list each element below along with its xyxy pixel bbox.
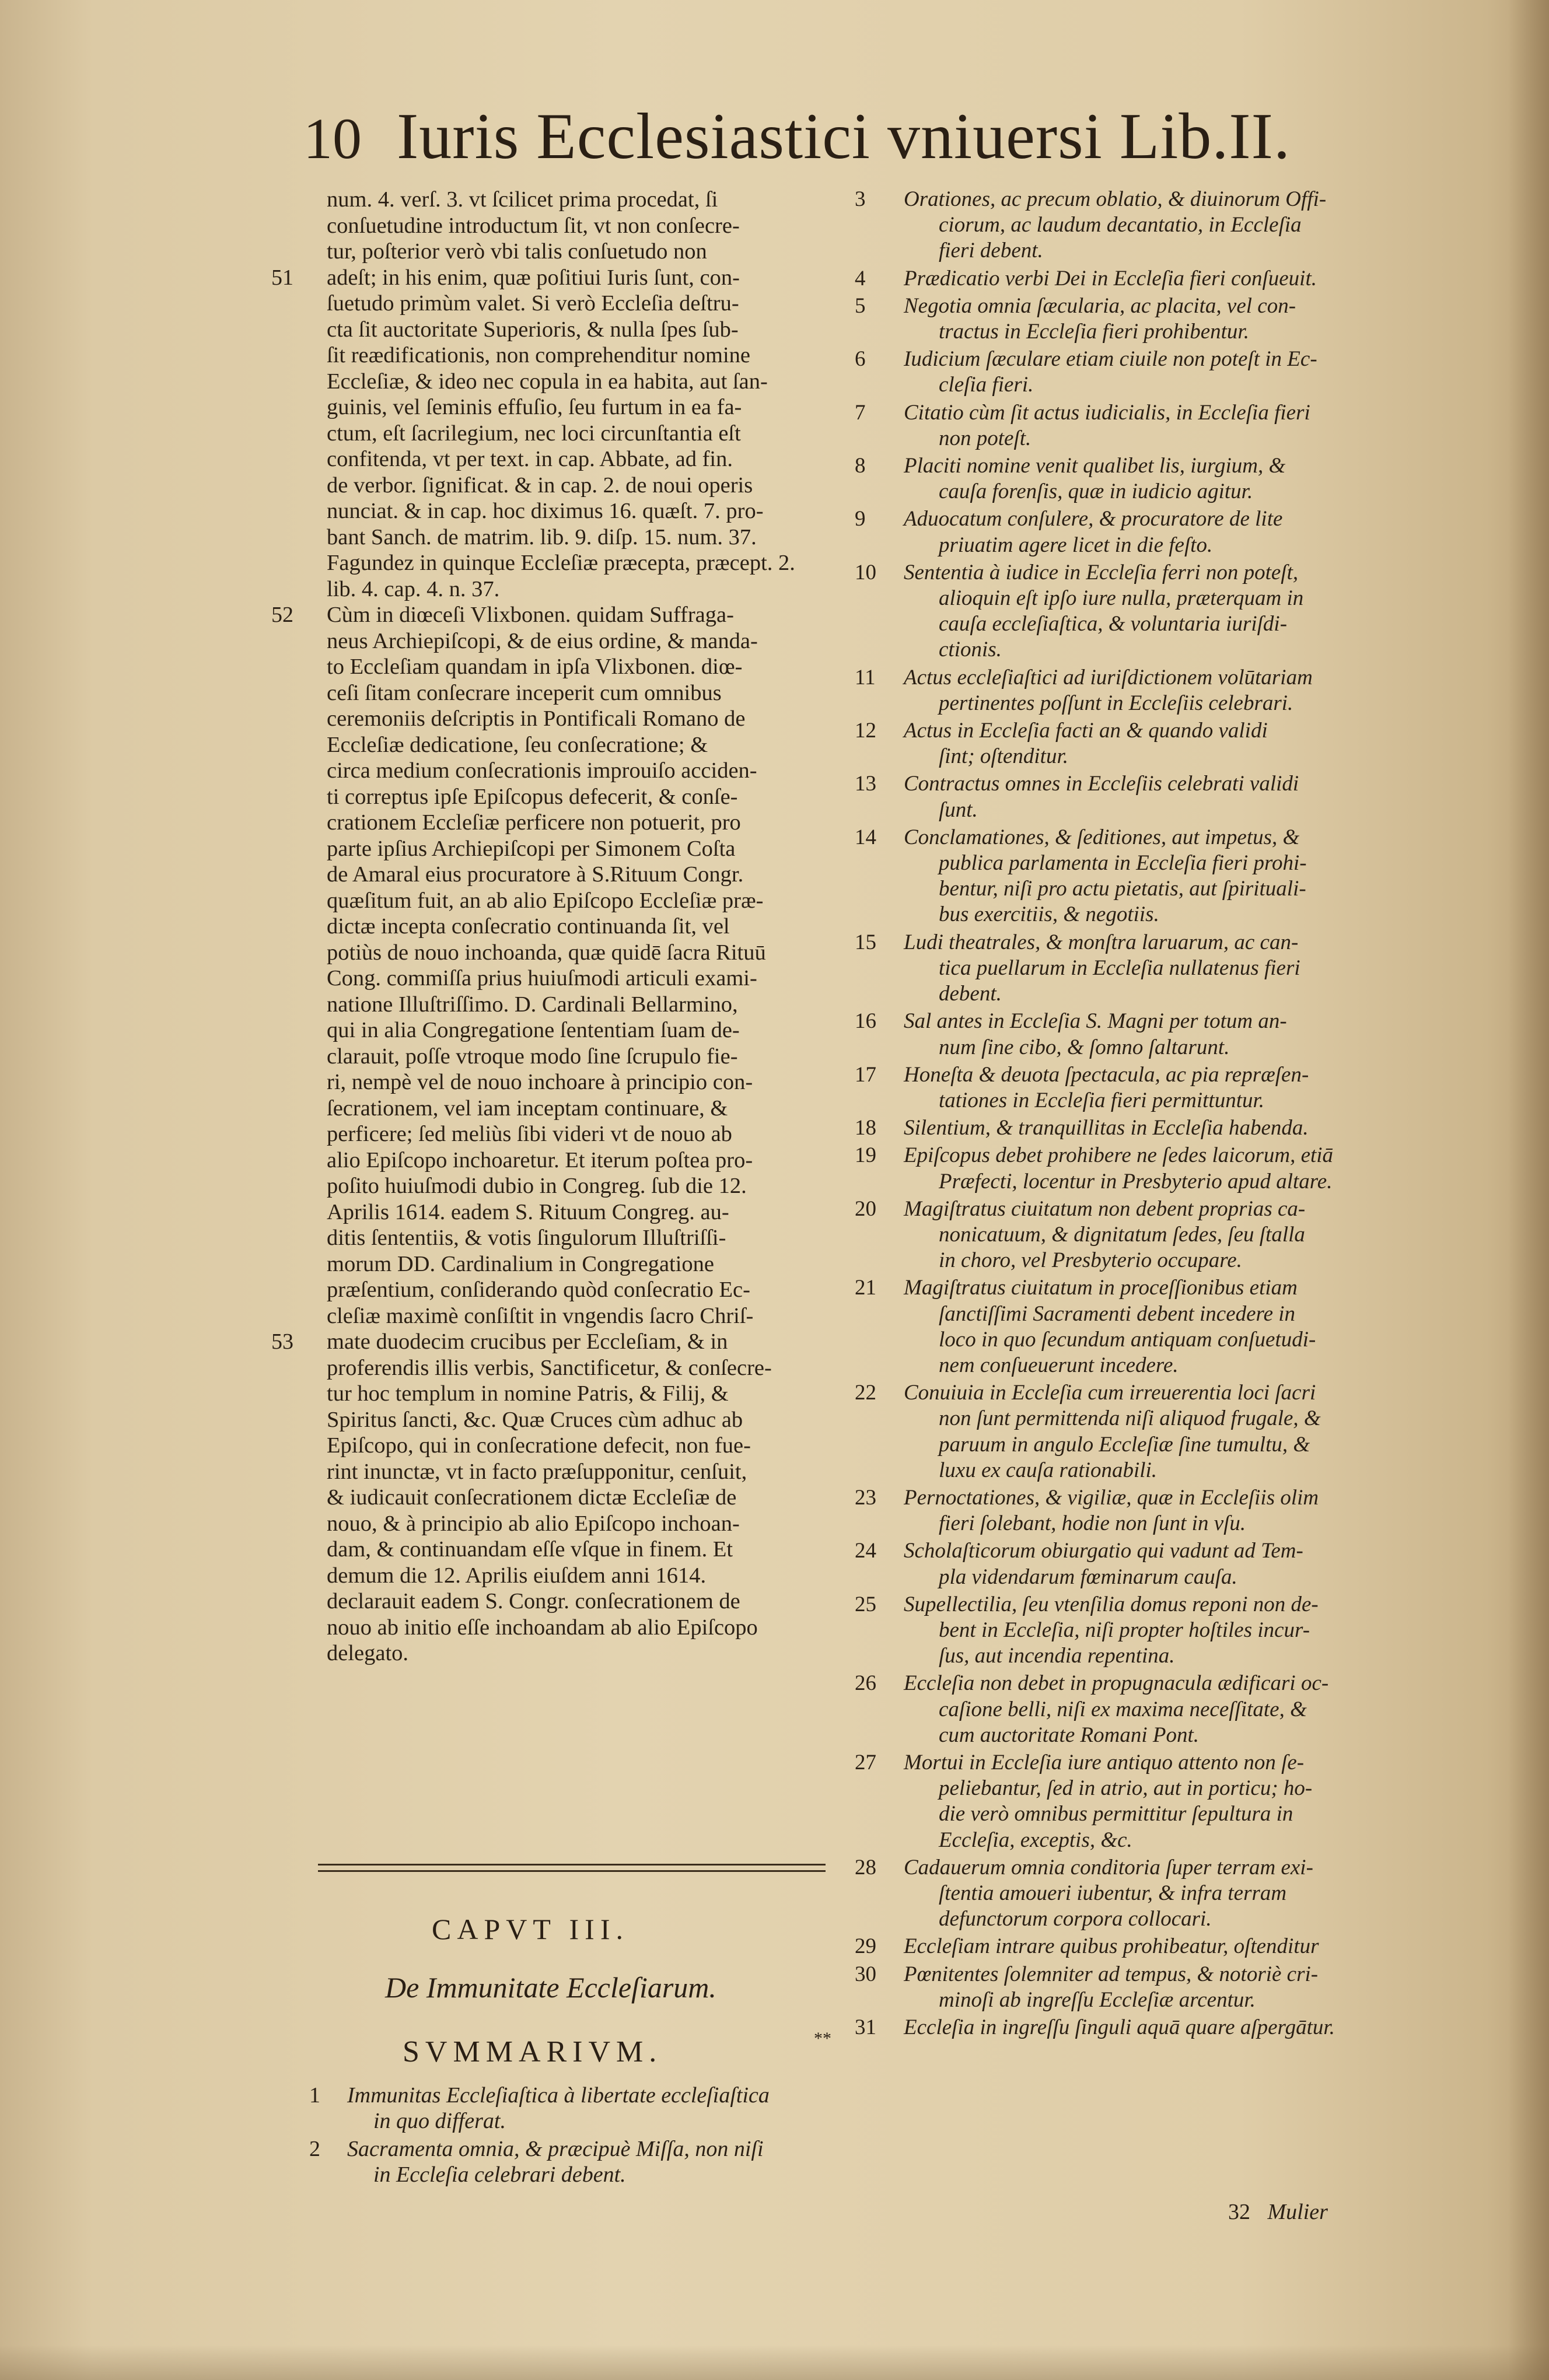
text-line: Eccleſiæ, & ideo nec copula in ea habita, aut ſan- <box>327 369 768 394</box>
summarium-ornament-mark: ** <box>814 2029 831 2048</box>
summary-item <box>309 2082 834 2134</box>
summary-item-text: Honeſta & deuota ſpectacula, ac pia repræſen- <box>904 1062 1309 1087</box>
summary-item-text: Citatio cùm ſit actus iudicialis, in Eccleſia fieri <box>904 400 1310 425</box>
summary-item-number: 23 <box>855 1485 876 1510</box>
text-line: parte ipſius Archiepiſcopi per Simonem Coſta <box>327 836 736 861</box>
margin-number: 53 <box>271 1329 293 1354</box>
summary-item-number: 25 <box>855 1592 876 1616</box>
summary-item-text: defunctorum corpora collocari. <box>939 1907 1212 1931</box>
summary-item-number: 31 <box>855 2015 876 2040</box>
text-line: declarauit eadem S. Congr. conſecrationem de <box>327 1589 740 1614</box>
summary-item <box>855 2015 1380 2041</box>
text-line: alio Epiſcopo inchoaretur. Et iterum poſtea pro- <box>327 1147 753 1172</box>
chapter-subtitle: De Immunitate Eccleſiarum. <box>385 1971 716 2004</box>
summary-item-text: Eccleſia, exceptis, &c. <box>939 1828 1132 1852</box>
summary-item-text: tica puellarum in Eccleſia nullatenus fieri <box>939 956 1300 980</box>
summary-item-number: 13 <box>855 772 876 796</box>
paragraph <box>271 602 828 1329</box>
summary-item-text: debent. <box>939 982 1002 1006</box>
text-line: poſito huiuſmodi dubio in Congreg. ſub die 12. <box>327 1174 747 1198</box>
text-line: demum die 12. Aprilis eiuſdem anni 1614. <box>327 1563 707 1588</box>
summary-item-number: 3 <box>855 187 866 211</box>
summary-item-text: pertinentes poſſunt in Eccleſiis celebrari. <box>939 691 1293 715</box>
text-line: neus Archiepiſcopi, & de eius ordine, & manda- <box>327 628 758 653</box>
summary-list-right <box>855 187 1380 2042</box>
summary-item-text: Scholaſticorum obiurgatio qui vadunt ad Tem- <box>904 1539 1303 1563</box>
text-line: perficere; ſed meliùs ſibi videri vt de nouo ab <box>327 1122 732 1146</box>
text-line: Fagundez in quinque Eccleſiæ præcepta, præcept. 2. <box>327 551 795 575</box>
summary-item-number: 26 <box>855 1671 876 1696</box>
summary-item-text: fieri ſolebant, hodie non ſunt in vſu. <box>939 1511 1246 1536</box>
text-line: rint inunctæ, vt in facto præſupponitur, cenſuit, <box>327 1459 747 1484</box>
summary-item <box>855 1485 1380 1536</box>
text-line: ſit reædificationis, non comprehenditur nomine <box>327 343 750 368</box>
summary-item-text: fieri debent. <box>939 239 1043 263</box>
summary-item-text: Ludi theatrales, & monſtra laruarum, ac can- <box>904 930 1299 954</box>
summary-item-text: ſus, aut incendia repentina. <box>939 1644 1175 1668</box>
summary-item-text: Eccleſia in ingreſſu ſinguli aquā quare aſpergātur. <box>904 2015 1335 2040</box>
summary-item-text: non ſunt permittenda niſi aliquod frugale, & <box>939 1406 1321 1431</box>
text-line: dictæ incepta conſecratio continuanda ſit, vel <box>327 914 730 939</box>
summary-item-text: Immunitas Eccleſiaſtica à libertate eccleſiaſtica <box>347 2083 770 2108</box>
text-line: lib. 4. cap. 4. n. 37. <box>327 576 500 601</box>
summary-item-text: tationes in Eccleſia fieri permittuntur. <box>939 1088 1265 1112</box>
text-line: ceremoniis deſcriptis in Pontificali Romano de <box>327 706 746 731</box>
text-line: Aprilis 1614. eadem S. Rituum Congreg. au- <box>327 1199 729 1224</box>
summary-item-number: 22 <box>855 1381 876 1405</box>
paragraph <box>271 265 828 603</box>
text-line: tur hoc templum in nomine Patris, & Filij, & <box>327 1381 729 1406</box>
text-line: ſuetudo primùm valet. Si verò Eccleſia deſtru- <box>327 291 739 316</box>
summary-list-left <box>309 2082 834 2190</box>
summary-item-text: paruum in angulo Eccleſiæ ſine tumultu, & <box>939 1432 1310 1457</box>
text-line: præſentium, conſiderando quòd conſecratio Ec- <box>327 1278 750 1302</box>
summary-item-text: pla videndarum fœminarum cauſa. <box>939 1564 1237 1589</box>
summary-item-number: 16 <box>855 1009 876 1034</box>
text-line: crationem Eccleſiæ perficere non potuerit, pro <box>327 810 741 835</box>
summary-item-text: bent in Eccleſia, niſi propter hoſtiles incur- <box>939 1618 1310 1642</box>
text-line: cleſiæ maximè conſiſtit in vngendis ſacro Chriſ- <box>327 1303 754 1328</box>
summary-item-text: ſanctiſſimi Sacramenti debent incedere in <box>939 1301 1296 1326</box>
text-line: nouo, & à principio ab alio Epiſcopo inchoan- <box>327 1511 740 1536</box>
summary-item-number: 30 <box>855 1962 876 1986</box>
text-line: adeſt; in his enim, quæ poſitiui Iuris ſunt, con- <box>327 265 740 290</box>
summary-item-text: Orationes, ac precum oblatio, & diuinorum Offi- <box>904 187 1327 211</box>
page-number: 10 <box>303 106 362 171</box>
chapter-heading: CAPVT III. <box>432 1913 629 1945</box>
text-line: morum DD. Cardinalium in Congregatione <box>327 1251 715 1276</box>
summary-item <box>855 560 1380 663</box>
summary-item-number: 7 <box>855 400 866 425</box>
summary-item-number: 5 <box>855 293 866 318</box>
summary-item <box>855 1196 1380 1274</box>
summary-item-text: ciorum, ac laudum decantatio, in Eccleſia <box>939 213 1302 237</box>
summary-item-text: die verò omnibus permittitur ſepultura in <box>939 1802 1293 1826</box>
summary-item-text: caſione belli, niſi ex maxima neceſſitate, & <box>939 1697 1307 1721</box>
summary-item-text: bus exercitiis, & negotiis. <box>939 902 1159 927</box>
summary-item-number: 19 <box>855 1143 876 1168</box>
summary-item-text: Contractus omnes in Eccleſiis celebrati validi <box>904 772 1299 796</box>
summary-item-text: Silentium, & tranquillitas in Eccleſia habenda. <box>904 1116 1309 1140</box>
summary-item <box>855 266 1380 292</box>
summary-item-text: cleſia fieri. <box>939 373 1034 397</box>
summary-item <box>855 1115 1380 1141</box>
summary-item-number: 8 <box>855 454 866 478</box>
summary-item <box>855 1143 1380 1194</box>
text-line: circa medium conſecrationis improuiſo acciden- <box>327 758 757 783</box>
summary-item-number: 6 <box>855 347 866 372</box>
text-line: quæſitum fuit, an ab alio Epiſcopo Eccleſiæ præ- <box>327 888 764 913</box>
running-header <box>303 99 1295 181</box>
summary-item <box>855 187 1380 264</box>
summary-item-number: 14 <box>855 825 876 849</box>
text-line: confitenda, vt per text. in cap. Abbate, ad fin. <box>327 447 733 471</box>
summary-item-text: nem conſueuerunt incedere. <box>939 1353 1179 1377</box>
text-line: delegato. <box>327 1641 409 1665</box>
summary-item <box>855 400 1380 452</box>
text-line: ctum, eſt ſacrilegium, nec loci circunſtantia eſt <box>327 421 741 446</box>
summary-item-text: minoſi ab ingreſſu Eccleſiæ arcentur. <box>939 1987 1256 2012</box>
catchword-text: Mulier <box>1267 2200 1328 2224</box>
margin-number: 52 <box>271 603 293 627</box>
summary-item <box>855 506 1380 558</box>
text-line: natione Illuſtriſſimo. D. Cardinali Bellarmino, <box>327 992 738 1017</box>
summary-item <box>855 1538 1380 1590</box>
text-line: dam, & continuandam eſſe vſque in finem. Et <box>327 1537 733 1562</box>
summarium-heading: SVMMARIVM. <box>403 2035 663 2068</box>
margin-number: 51 <box>271 265 293 290</box>
summary-item-text: Pœnitentes ſolemniter ad tempus, & notoriè cri- <box>904 1962 1319 1986</box>
text-line: potiùs de nouo inchoanda, quæ quidē ſacra Rituū <box>327 940 766 965</box>
summary-item-text: Actus eccleſiaſtici ad iuriſdictionem volūtariam <box>904 665 1313 690</box>
summary-item-number: 12 <box>855 719 876 743</box>
summary-item-text: Sal antes in Eccleſia S. Magni per totum an- <box>904 1009 1287 1034</box>
summary-item-number: 24 <box>855 1539 876 1563</box>
summary-item <box>309 2136 834 2188</box>
summary-item <box>855 771 1380 822</box>
text-line: tur, poſterior verò vbi talis conſuetudo non <box>327 239 707 264</box>
summary-item-text: ctionis. <box>939 638 1002 662</box>
summary-item-text: Pernoctationes, & vigiliæ, quæ in Eccleſiis olim <box>904 1485 1319 1510</box>
text-line: ceſi ſitam conſecrare inceperit cum omnibus <box>327 680 722 705</box>
summary-item <box>855 1380 1380 1483</box>
summary-item-text: Conuiuia in Eccleſia cum irreuerentia loci ſacri <box>904 1381 1316 1405</box>
summary-item-text: Eccleſiam intrare quibus prohibeatur, oſtenditur <box>904 1934 1319 1959</box>
summary-item-number: 28 <box>855 1855 876 1880</box>
summary-item-text: Sententia à iudice in Eccleſia ferri non poteſt, <box>904 560 1299 584</box>
summary-item <box>855 665 1380 716</box>
text-line: conſuetudine introductum ſit, vt non conſecre- <box>327 213 740 238</box>
text-line: qui in alia Congregatione ſententiam ſuam de- <box>327 1018 740 1042</box>
summary-item-text: bentur, niſi pro actu pietatis, aut ſpirituali- <box>939 877 1306 901</box>
text-line: guinis, vel ſeminis effuſio, ſeu furtum in ea fa- <box>327 395 742 419</box>
summary-item-number: 29 <box>855 1934 876 1959</box>
summary-item-text: cum auctoritate Romani Pont. <box>939 1723 1199 1747</box>
summary-item-text: priuatim agere licet in die feſto. <box>939 533 1213 557</box>
summary-item <box>855 1592 1380 1670</box>
summary-item-text: Prædicatio verbi Dei in Eccleſia fieri conſueuit. <box>904 266 1317 290</box>
summary-item <box>855 1062 1380 1114</box>
text-line: nouo ab initio eſſe inchoandam ab alio Epiſcopo <box>327 1615 758 1640</box>
text-line: Eccleſiæ dedicatione, ſeu conſecratione; & <box>327 732 708 757</box>
text-line: num. 4. verſ. 3. vt ſcilicet prima procedat, ſi <box>327 187 718 212</box>
summary-item-text: Placiti nomine venit qualibet lis, iurgium, & <box>904 454 1286 478</box>
summary-item-text: tractus in Eccleſia fieri prohibentur. <box>939 320 1249 344</box>
summary-item-text: loco in quo ſecundum antiquam conſuetudi- <box>939 1327 1316 1352</box>
catchword-number: 32 <box>1228 2200 1250 2224</box>
summary-item-text: peliebantur, ſed in atrio, aut in porticu; ho- <box>939 1776 1313 1801</box>
summary-item-text: Conclamationes, & ſeditiones, aut impetus, & <box>904 825 1300 849</box>
summary-item <box>855 293 1380 345</box>
running-title: Iuris Ecclesiastici vniuersi Lib.II. <box>397 100 1291 173</box>
summary-item-text: cauſa forenſis, quæ in iudicio agitur. <box>939 480 1253 504</box>
paragraph <box>327 187 828 265</box>
summary-item <box>855 718 1380 769</box>
summary-item <box>855 1671 1380 1748</box>
summary-item-text: ſint; oſtenditur. <box>939 744 1068 769</box>
summary-item-number: 15 <box>855 930 876 954</box>
summary-item-number: 27 <box>855 1750 876 1774</box>
summary-item-number: 4 <box>855 266 866 290</box>
left-column-text <box>271 187 828 1667</box>
summary-item-text: publica parlamenta in Eccleſia fieri prohi- <box>939 851 1307 876</box>
summary-item-text: Epiſcopus debet prohibere ne ſedes laicorum, etiā <box>904 1143 1334 1168</box>
text-line: de verbor. ſignificat. & in cap. 2. de noui operis <box>327 473 753 498</box>
text-line: Epiſcopo, qui in conſecratione defecit, non fue- <box>327 1433 751 1458</box>
summary-item-text: Aduocatum conſulere, & procuratore de lite <box>904 507 1283 531</box>
summary-item-text: Iudicium ſæculare etiam ciuile non poteſt in Ec- <box>904 347 1317 372</box>
text-line: ſecrationem, vel iam inceptam continuare, & <box>327 1096 728 1121</box>
summary-item-text: Magiſtratus ciuitatum in proceſſionibus etiam <box>904 1276 1298 1300</box>
summary-item-text: Cadauerum omnia conditoria ſuper terram exi- <box>904 1855 1313 1880</box>
text-line: proferendis illis verbis, Sanctificetur, & conſecre- <box>327 1355 772 1380</box>
summary-item <box>855 1275 1380 1378</box>
summary-item-text: Mortui in Eccleſia iure antiquo attento non ſe- <box>904 1750 1305 1774</box>
summary-item-text: luxu ex cauſa rationabili. <box>939 1458 1158 1482</box>
summary-item <box>855 1934 1380 1959</box>
summary-item-text: nonicatuum, & dignitatum ſedes, ſeu ſtalla <box>939 1222 1305 1247</box>
summary-item-number: 20 <box>855 1196 876 1221</box>
text-line: cta ſit auctoritate Superioris, & nulla ſpes ſub- <box>327 317 739 342</box>
text-line: ri, nempè vel de nouo inchoare à principio con- <box>327 1070 753 1094</box>
text-line: Cùm in diœceſi Vlixbonen. quidam Suffraga- <box>327 603 734 627</box>
text-line: ti correptus ipſe Epiſcopus defecerit, & conſe- <box>327 784 738 809</box>
summary-item-number: 21 <box>855 1276 876 1300</box>
summary-item <box>855 1962 1380 2013</box>
text-line: nunciat. & in cap. hoc diximus 16. quæſt. 7. pro- <box>327 499 764 523</box>
text-line: bant Sanch. de matrim. lib. 9. diſp. 15. num. 37. <box>327 524 757 550</box>
text-line: de Amaral eius procuratore à S.Rituum Congr. <box>327 862 744 887</box>
text-line: clarauit, poſſe vtroque modo ſine ſcrupulo fie- <box>327 1044 738 1069</box>
summary-item-number: 2 <box>309 2137 320 2161</box>
summary-item-text: cauſa eccleſiaſtica, & voluntaria iuriſdi- <box>939 612 1288 636</box>
summary-item <box>855 825 1380 928</box>
summary-item-number: 1 <box>309 2083 320 2108</box>
summary-item-text: ſunt. <box>939 797 978 822</box>
summary-item-text: Actus in Eccleſia facti an & quando validi <box>904 719 1268 743</box>
summary-item-number: 18 <box>855 1116 876 1140</box>
summary-item <box>855 1009 1380 1060</box>
summary-item <box>855 1750 1380 1853</box>
summary-item <box>855 1855 1380 1933</box>
summary-item-number: 17 <box>855 1062 876 1087</box>
summary-item-text: Sacramenta omnia, & præcipuè Miſſa, non niſi <box>347 2137 764 2161</box>
text-line: ditis ſententiis, & votis ſingulorum Illuſtriſſi- <box>327 1226 726 1250</box>
text-line: Spiritus ſancti, &c. Quæ Cruces cùm adhuc ab <box>327 1407 743 1432</box>
summary-item-text: ſtentia amoueri iubentur, & infra terram <box>939 1881 1287 1905</box>
catchword <box>1228 2199 1328 2225</box>
summary-item-text: Negotia omnia ſæcularia, ac placita, vel con- <box>904 293 1296 318</box>
summary-item-text: Eccleſia non debet in propugnacula ædificari oc- <box>904 1671 1329 1696</box>
summary-item-text: num ſine cibo, & ſomno ſaltarunt. <box>939 1035 1230 1059</box>
summary-item-text: Præfecti, locentur in Presbyterio apud altare. <box>939 1169 1333 1194</box>
summary-item-text: in choro, vel Presbyterio occupare. <box>939 1248 1242 1273</box>
summary-item-text: non poteſt. <box>939 426 1031 450</box>
summary-item-text: in Eccleſia celebrari debent. <box>373 2162 626 2187</box>
summary-item <box>855 930 1380 1007</box>
text-line: Cong. commiſſa prius huiuſmodi articuli exami- <box>327 966 757 991</box>
summary-item-number: 11 <box>855 665 876 690</box>
text-line: & iudicauit conſecrationem dictæ Eccleſiæ de <box>327 1485 737 1510</box>
summary-item-text: in quo differat. <box>373 2109 506 2133</box>
paragraph <box>271 1329 828 1667</box>
section-divider-rule <box>318 1864 826 1872</box>
summary-item-number: 10 <box>855 560 876 584</box>
summary-item <box>855 453 1380 505</box>
summary-item-text: alioquin eſt ipſo iure nulla, præterquam in <box>939 586 1304 611</box>
text-line: to Eccleſiam quandam in ipſa Vlixbonen. diœ- <box>327 654 743 679</box>
text-line: mate duodecim crucibus per Eccleſiam, & in <box>327 1329 728 1354</box>
summary-item-text: Supellectilia, ſeu vtenſilia domus reponi non de- <box>904 1592 1319 1616</box>
summary-item-text: Magiſtratus ciuitatum non debent proprias ca- <box>904 1196 1306 1221</box>
summary-item-number: 9 <box>855 507 866 531</box>
summary-item <box>855 346 1380 398</box>
page-edge-shadow <box>1508 0 1549 2380</box>
